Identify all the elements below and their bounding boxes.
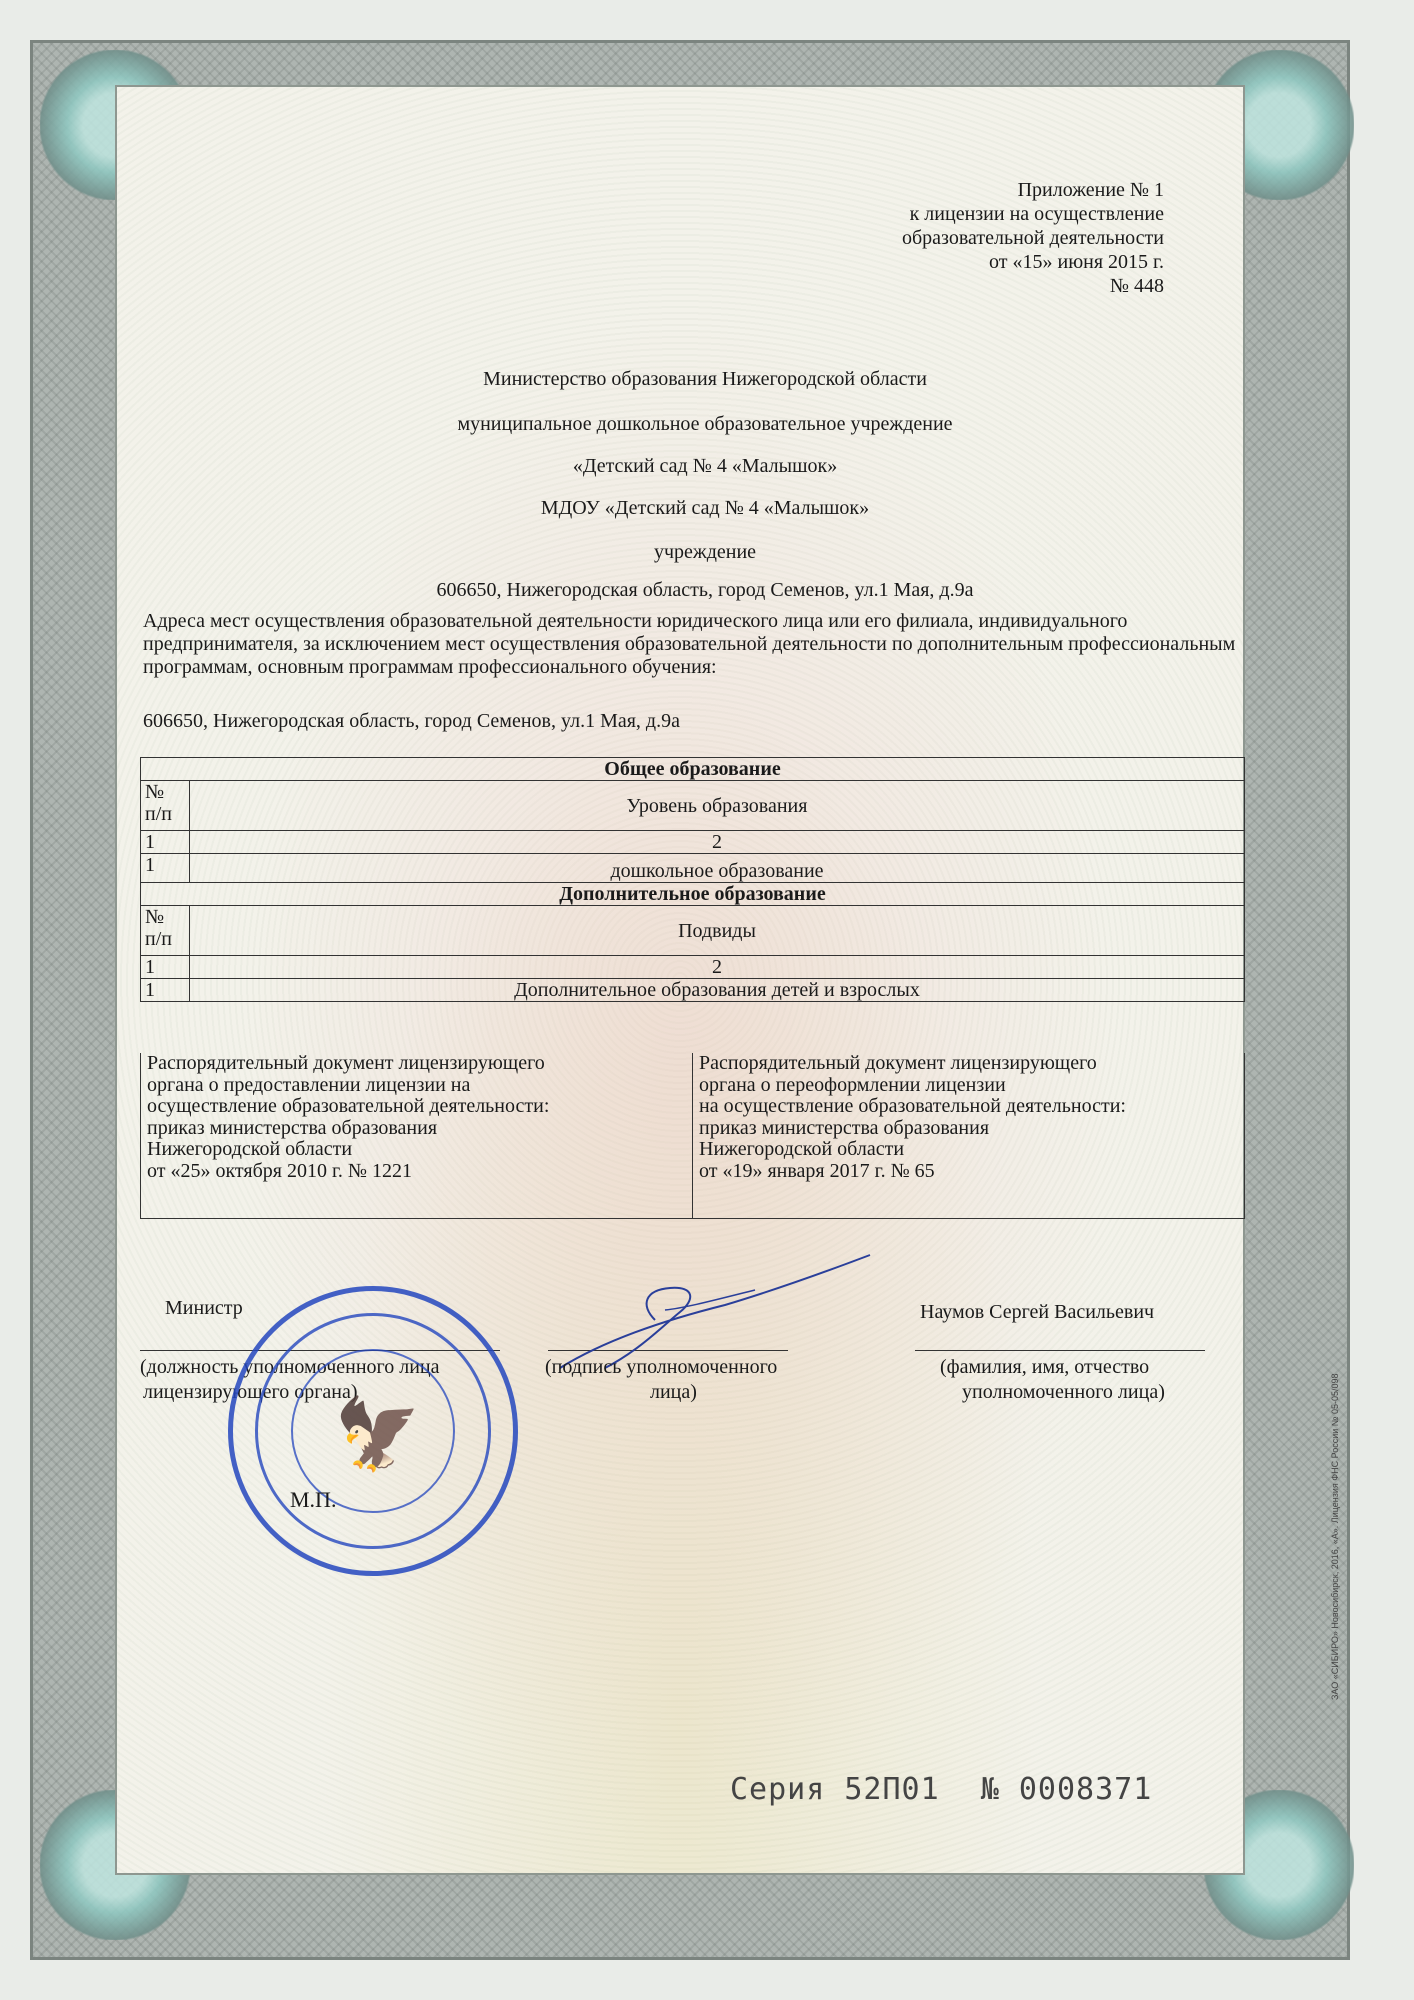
table-row [141, 979, 1245, 1002]
order-line: осуществление образовательной деятельности: [147, 1095, 550, 1117]
order-line: от «19» января 2017 г. № 65 [699, 1159, 935, 1182]
authority-name: Министерство образования Нижегородской области [483, 368, 927, 390]
appendix-line: к лицензии на осуществление [909, 203, 1164, 225]
general-education-table [140, 757, 1245, 1002]
position-caption: (должность уполномоченного лица [140, 1356, 440, 1378]
orders-block [140, 1053, 1245, 1219]
signer-name: Наумов Сергей Васильевич [920, 1301, 1155, 1323]
form-number: № 0008371 [980, 1772, 1153, 1807]
official-seal [228, 1286, 518, 1576]
signature-caption: лица) [650, 1381, 697, 1403]
seal-mark: М.П. [290, 1487, 337, 1512]
places-address: 606650, Нижегородская область, город Семенов, ул.1 Мая, д.9а [143, 710, 680, 732]
index-cell: 2 [190, 831, 1245, 854]
order-line: Распорядительный документ лицензирующего [699, 1052, 1097, 1074]
order-line: приказ министерства образования [147, 1116, 438, 1139]
order-line: приказ министерства образования [699, 1116, 990, 1139]
row-num: 1 [141, 854, 190, 883]
org-type: учреждение [653, 541, 757, 563]
row-value: дошкольное образование [190, 854, 1245, 883]
section-title: Дополнительное образование [141, 883, 1245, 906]
form-serial [730, 1772, 1174, 1807]
table-row [141, 854, 1245, 883]
order-line: Нижегородской области [699, 1138, 905, 1160]
coat-of-arms-icon: 🦅 [334, 1397, 422, 1474]
name-line [915, 1350, 1205, 1351]
name-caption: уполномоченного лица) [962, 1381, 1165, 1403]
order-line: Нижегородской области [147, 1138, 353, 1160]
col-header-subtypes: Подвиды [190, 906, 1245, 956]
order-reissue [692, 1053, 1244, 1218]
row-value: Дополнительное образования детей и взрослых [190, 979, 1245, 1002]
index-cell: 2 [190, 956, 1245, 979]
order-issue [141, 1053, 692, 1218]
index-cell: 1 [141, 956, 190, 979]
col-header-num: № п/п [141, 781, 190, 831]
index-cell: 1 [141, 831, 190, 854]
appendix-line: от «15» июня 2015 г. [989, 251, 1164, 273]
row-num: 1 [141, 979, 190, 1002]
name-caption: (фамилия, имя, отчество [940, 1356, 1150, 1378]
printer-note: ЗАО «СИБИРО» Новосибирск, 2016, «А». Лицензия ФНС России № 05-05/098 [1330, 1373, 1340, 1700]
position-caption: лицензирующего органа) [143, 1381, 358, 1403]
order-line: органа о предоставлении лицензии на [147, 1073, 471, 1096]
series-label: Серия 52П01 [730, 1772, 940, 1807]
org-short-name: МДОУ «Детский сад № 4 «Малышок» [540, 497, 870, 519]
col-header-level: Уровень образования [190, 781, 1245, 831]
org-full-name: муниципальное дошкольное образовательное учреждение [457, 413, 953, 435]
signer-position: Министр [165, 1297, 243, 1319]
org-full-name-2: «Детский сад № 4 «Малышок» [572, 455, 838, 477]
appendix-block [902, 178, 1164, 298]
appendix-line: № 448 [1109, 275, 1164, 297]
order-line: органа о переоформлении лицензии [699, 1073, 1006, 1096]
section-title: Общее образование [141, 758, 1245, 781]
order-line: на осуществление образовательной деятельности: [699, 1095, 1126, 1117]
appendix-line: образовательной деятельности [902, 227, 1164, 249]
signature-caption: (подпись уполномоченного [545, 1356, 778, 1378]
appendix-line: Приложение № 1 [1017, 179, 1164, 201]
legal-address: 606650, Нижегородская область, город Семенов, ул.1 Мая, д.9а [436, 579, 974, 601]
places-paragraph: Адреса мест осуществления образовательной деятельности юридического лица или его филиала, индивидуального предпринимателя, за исключением мест осуществления образовательной деятельности по дополнительным профессиональным программам, основным программам профессионального обучения: [143, 610, 1236, 678]
order-line: от «25» октября 2010 г. № 1221 [147, 1159, 413, 1182]
order-line: Распорядительный документ лицензирующего [147, 1052, 545, 1074]
col-header-num: № п/п [141, 906, 190, 956]
